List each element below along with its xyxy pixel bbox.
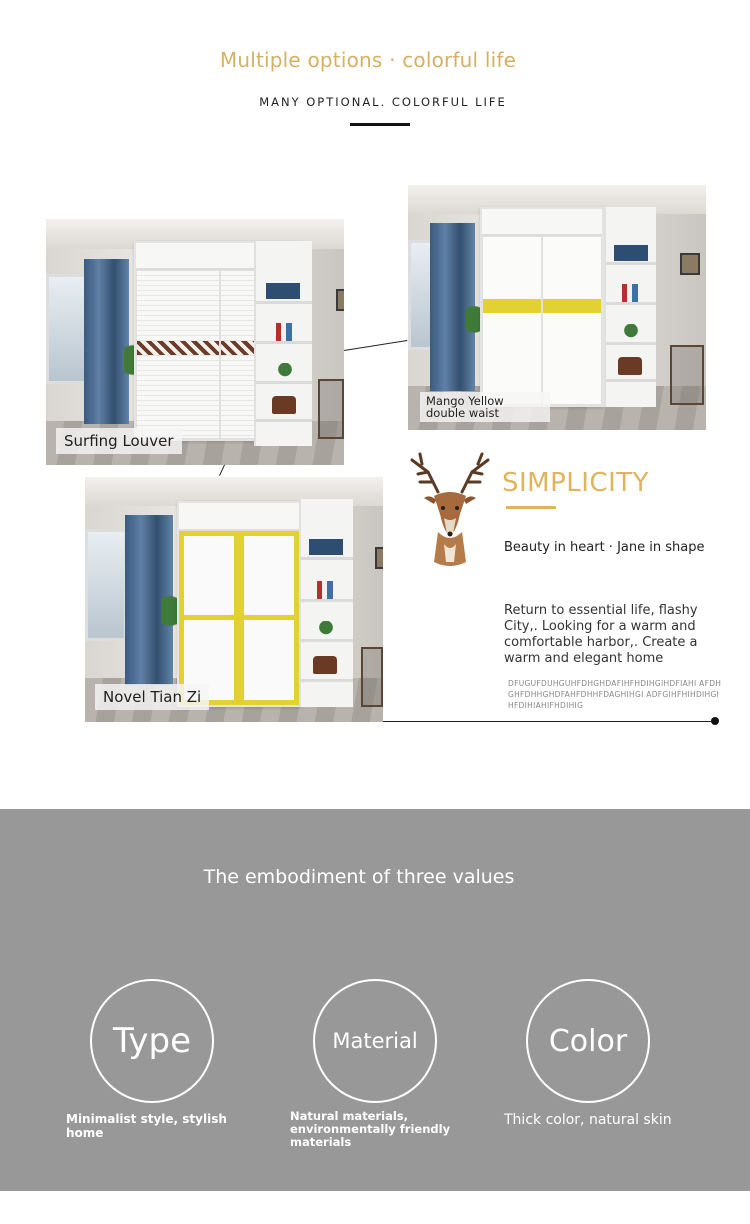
connector-line — [344, 340, 407, 351]
style-label-novel-tian-zi: Novel Tian Zi — [95, 684, 209, 710]
page-title: Multiple options · colorful life — [219, 48, 517, 72]
simplicity-title: SIMPLICITY — [502, 468, 650, 498]
simplicity-body: Return to essential life, flashy City,. Looking for a warm and comfortable harbor,. Create a warm and elegant home — [504, 603, 698, 666]
simplicity-subtitle: Beauty in heart · Jane in shape — [504, 540, 705, 555]
value-label-type: Type — [112, 1021, 192, 1061]
value-label-material: Material — [332, 1029, 418, 1053]
style-label-mango-yellow: Mango Yellow double waist — [420, 392, 550, 422]
value-caption-material: Natural materials, environmentally friendly materials — [290, 1109, 451, 1149]
wardrobe-photo-novel-tian-zi — [85, 477, 383, 722]
connector-line — [383, 721, 713, 722]
deer-icon — [400, 452, 500, 570]
style-label-surfing-louver: Surfing Louver — [56, 428, 182, 454]
value-circle-material — [313, 979, 437, 1103]
connector-dot — [711, 717, 719, 725]
wardrobe-photo-surfing-louver — [46, 219, 344, 465]
value-label-color: Color — [548, 1023, 628, 1059]
simplicity-divider — [506, 506, 556, 509]
title-divider — [350, 123, 410, 126]
values-title: The embodiment of three values — [203, 866, 515, 888]
connector-line — [219, 465, 225, 476]
value-circle-color — [526, 979, 650, 1103]
values-section — [0, 809, 750, 1191]
page-subtitle: MANY OPTIONAL. COLORFUL LIFE — [259, 95, 507, 109]
wardrobe-photo-mango-yellow — [408, 185, 706, 430]
value-caption-color: Thick color, natural skin — [504, 1112, 672, 1128]
value-caption-type: Minimalist style, stylish home — [66, 1112, 227, 1140]
value-circle-type — [90, 979, 214, 1103]
simplicity-code-text: DFUGUFDUHGUHFDHGHDAFIHFHDIHGIHDFIAHI AFDHGHFDHHGHDFAHFDHHFDAGHIHGI ADFGIHFHIHDIHGIHFDIHIAHIFHDIHIG — [508, 679, 722, 710]
